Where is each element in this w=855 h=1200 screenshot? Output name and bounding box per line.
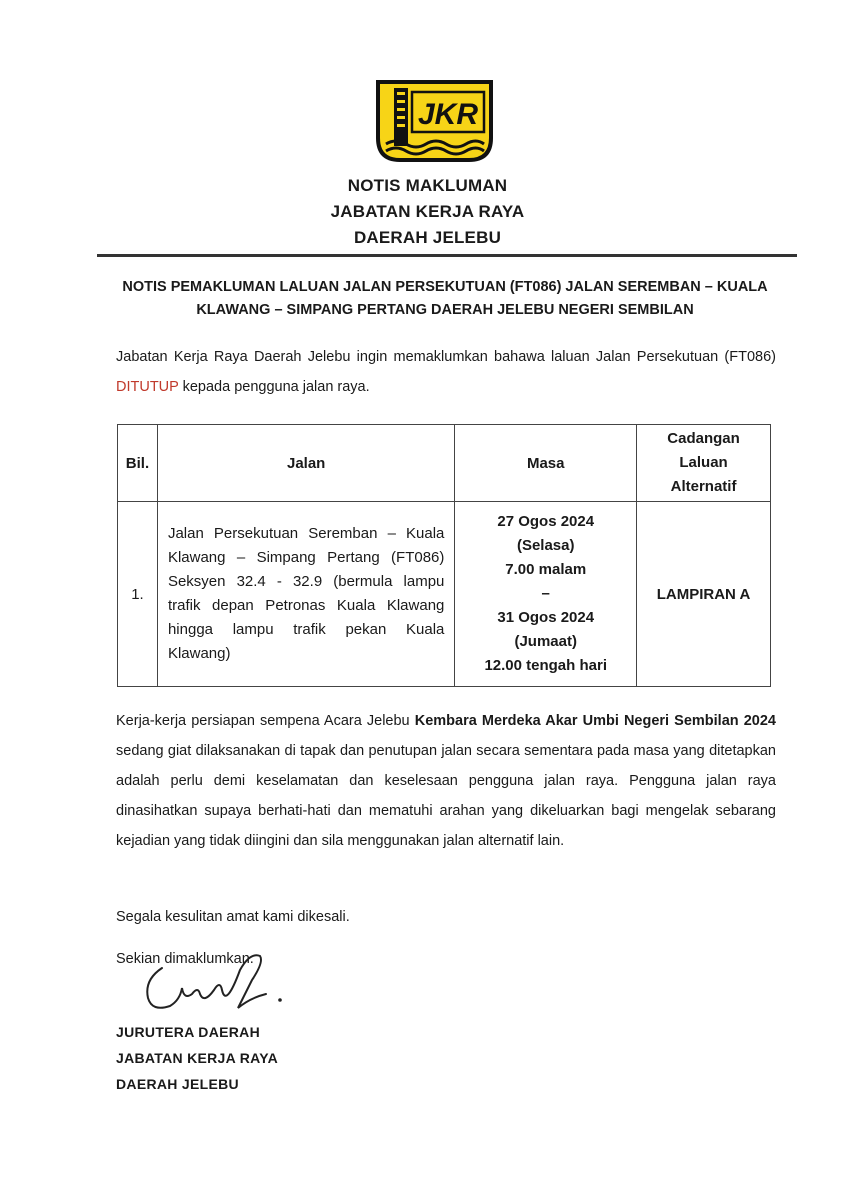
body-text-cont: sedang giat dilaksanakan di tapak dan penutupan jalan secara sementara pada masa yang ditetapkan adalah perlu demi keselamatan dan keselesaan pengguna jalan raya. Pengguna jalan raya dinasihatkan supaya berhati-hati dan mematuhi arahan yang dikeluarkan bagi mengelak sebarang kejadian yang tidak diingini dan sila menggunakan jalan alternatif lain. bbox=[116, 743, 776, 849]
header-district: DAERAH JELEBU bbox=[353, 228, 502, 247]
cell-bil: 1. bbox=[118, 502, 158, 687]
header-title: NOTIS MAKLUMAN bbox=[347, 176, 508, 195]
header-department: JABATAN KERJA RAYA bbox=[330, 202, 525, 221]
col-header-cadangan: Cadangan Laluan Alternatif bbox=[637, 425, 771, 502]
masa-start-date: 27 Ogos 2024 bbox=[497, 513, 595, 530]
col-header-jalan: Jalan bbox=[157, 425, 454, 502]
header-divider bbox=[97, 254, 797, 257]
intro-text-end: kepada pengguna jalan raya. bbox=[178, 379, 370, 395]
signature-mark bbox=[140, 950, 300, 1020]
subject-line-1: NOTIS PEMAKLUMAN LALUAN JALAN PERSEKUTUAN (FT086) JALAN SEREMBAN – KUALA bbox=[122, 279, 768, 295]
event-name: Kembara Merdeka Akar Umbi Negeri Sembilan 2024 bbox=[414, 713, 776, 729]
signatory-district: DAERAH JELEBU bbox=[116, 1076, 239, 1092]
masa-start-time: 7.00 malam bbox=[505, 561, 587, 578]
col-header-masa: Masa bbox=[455, 425, 637, 502]
masa-separator: – bbox=[541, 585, 550, 602]
cell-cadangan: LAMPIRAN A bbox=[637, 502, 771, 687]
masa-end-time: 12.00 tengah hari bbox=[484, 657, 607, 674]
masa-end-date: 31 Ogos 2024 bbox=[497, 609, 595, 626]
cell-jalan: Jalan Persekutuan Seremban – Kuala Klawang – Simpang Pertang (FT086) Seksyen 32.4 - 32.9 (bermula lampu trafik depan Petronas Kuala Klawang hingga lampu trafik pekan Kuala Klawang) bbox=[157, 502, 454, 687]
signatory-title: JURUTERA DAERAH bbox=[116, 1024, 260, 1040]
apology-text: Segala kesulitan amat kami dikesali. bbox=[116, 909, 350, 925]
col-header-bil: Bil. bbox=[118, 425, 158, 502]
table-header-row bbox=[118, 425, 771, 502]
logo-text: JKR bbox=[417, 98, 479, 131]
body-paragraph bbox=[116, 706, 776, 856]
closing-text: Sekian dimaklumkan. bbox=[116, 951, 254, 967]
intro-text: Jabatan Kerja Raya Daerah Jelebu ingin memaklumkan bahawa laluan Jalan Persekutuan (FT086) bbox=[116, 349, 776, 365]
jkr-logo bbox=[372, 78, 497, 164]
closure-table bbox=[117, 424, 771, 687]
subject-line-2: KLAWANG – SIMPANG PERTANG DAERAH JELEBU NEGERI SEMBILAN bbox=[196, 302, 694, 318]
notice-subject bbox=[100, 276, 790, 322]
closure-status: DITUTUP bbox=[116, 379, 179, 395]
table-row bbox=[118, 502, 771, 687]
body-text: Kerja-kerja persiapan sempena Acara Jelebu bbox=[116, 713, 415, 729]
intro-paragraph bbox=[116, 342, 776, 402]
signatory-department: JABATAN KERJA RAYA bbox=[116, 1050, 279, 1066]
masa-start-day: (Selasa) bbox=[516, 537, 575, 554]
cell-masa bbox=[455, 502, 637, 687]
masa-end-day: (Jumaat) bbox=[514, 633, 577, 650]
